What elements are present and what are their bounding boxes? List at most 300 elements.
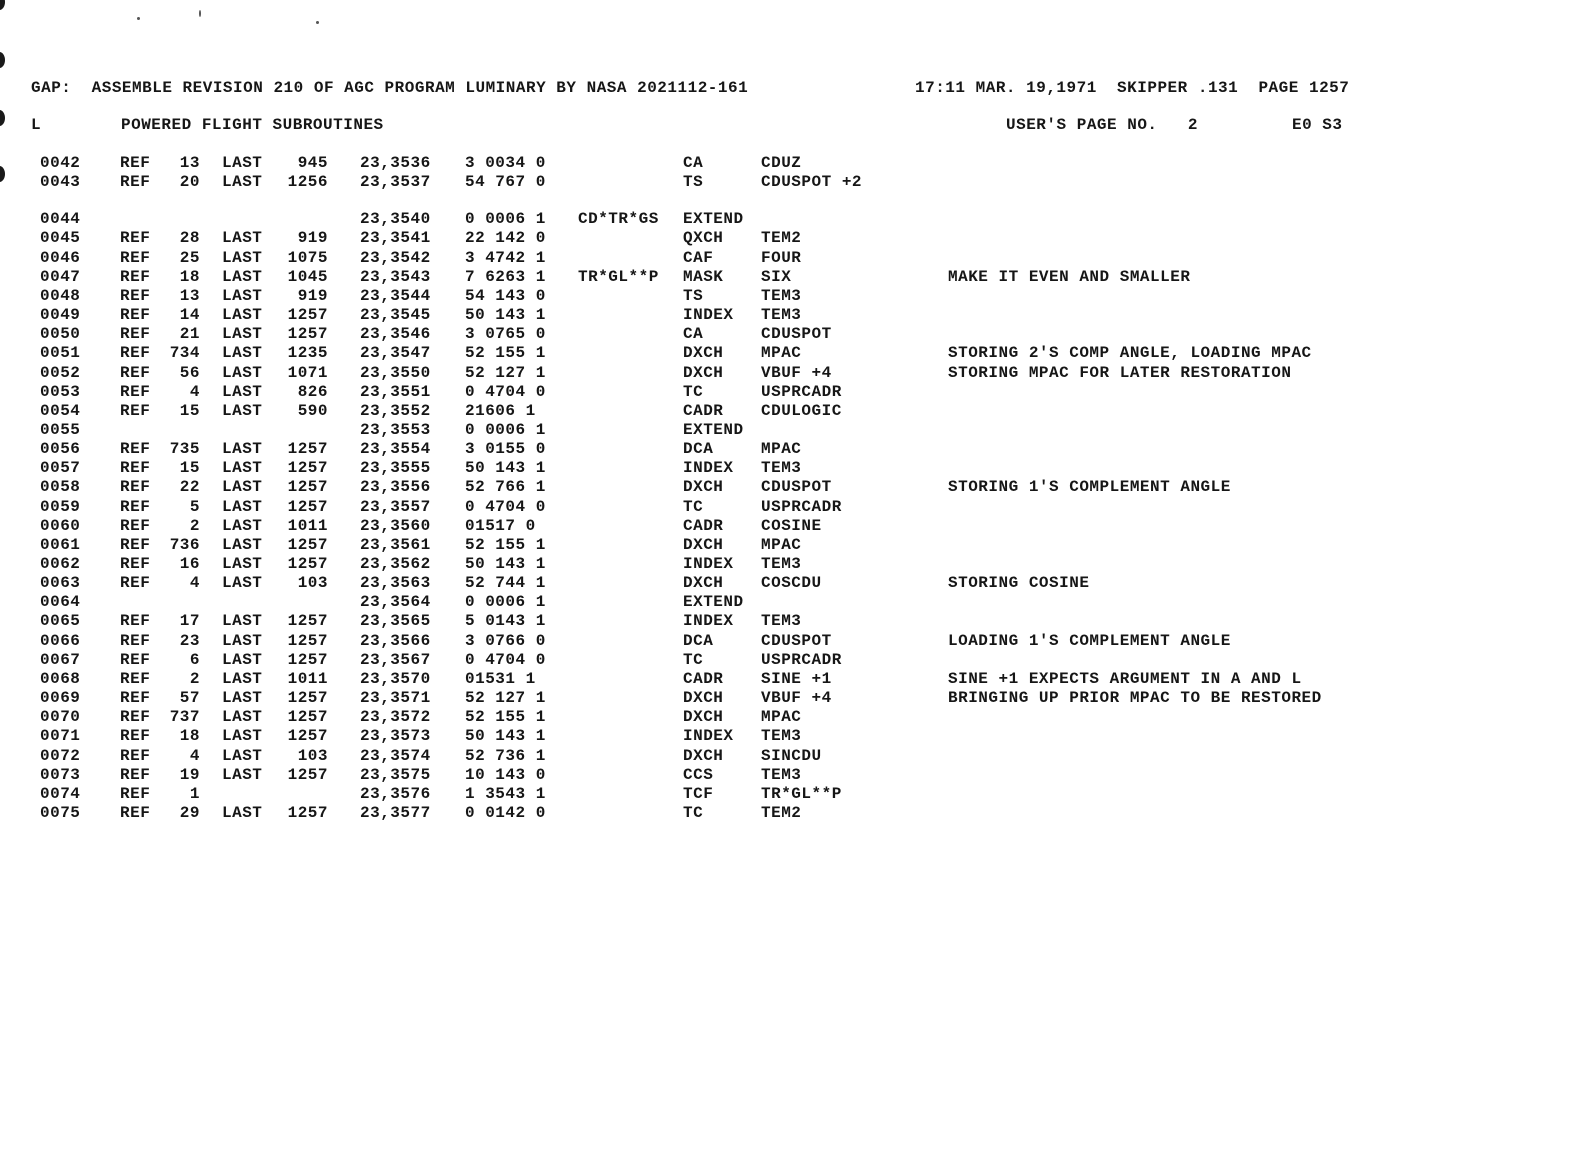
line-number: 0063 bbox=[40, 574, 81, 593]
operand: VBUF +4 bbox=[761, 689, 832, 708]
last-keyword: LAST bbox=[222, 765, 263, 784]
line-number: 0056 bbox=[40, 440, 81, 459]
memory-address: 23,3563 bbox=[360, 574, 431, 593]
line-number: 0045 bbox=[40, 229, 81, 248]
listing-row bbox=[0, 688, 1582, 708]
opcode: TC bbox=[683, 382, 704, 401]
comment: MAKE IT EVEN AND SMALLER bbox=[948, 267, 1191, 286]
last-keyword: LAST bbox=[222, 401, 263, 420]
octal-code: 52 736 1 bbox=[465, 746, 546, 765]
comment: SINE +1 EXPECTS ARGUMENT IN A AND L bbox=[948, 669, 1302, 688]
ref-count: 4 bbox=[189, 746, 200, 765]
last-keyword: LAST bbox=[222, 650, 263, 669]
line-number: 0068 bbox=[40, 669, 81, 688]
last-keyword: LAST bbox=[222, 459, 263, 478]
opcode: DXCH bbox=[683, 535, 724, 554]
memory-address: 23,3547 bbox=[360, 344, 431, 363]
opcode: DXCH bbox=[683, 746, 724, 765]
opcode: INDEX bbox=[683, 612, 734, 631]
last-page: 1257 bbox=[287, 306, 328, 325]
last-keyword: LAST bbox=[222, 248, 263, 267]
operand: USPRCADR bbox=[761, 382, 842, 401]
memory-address: 23,3551 bbox=[360, 382, 431, 401]
last-keyword: LAST bbox=[222, 267, 263, 286]
memory-address: 23,3574 bbox=[360, 746, 431, 765]
line-number: 0050 bbox=[40, 325, 81, 344]
octal-code: 1 3543 1 bbox=[465, 784, 546, 803]
last-page: 1071 bbox=[287, 363, 328, 382]
memory-address: 23,3554 bbox=[360, 440, 431, 459]
line-number: 0071 bbox=[40, 727, 81, 746]
opcode: DXCH bbox=[683, 478, 724, 497]
listing-row bbox=[0, 324, 1582, 344]
ref-count: 57 bbox=[179, 689, 200, 708]
line-number: 0049 bbox=[40, 306, 81, 325]
operand: VBUF +4 bbox=[761, 363, 832, 382]
page-code: E0 S3 bbox=[1292, 116, 1343, 134]
last-page: 1045 bbox=[287, 267, 328, 286]
last-keyword: LAST bbox=[222, 631, 263, 650]
opcode: CCS bbox=[683, 765, 714, 784]
listing-row bbox=[0, 803, 1582, 823]
memory-address: 23,3571 bbox=[360, 689, 431, 708]
opcode: EXTEND bbox=[683, 210, 744, 229]
operand: SIX bbox=[761, 267, 792, 286]
last-page: 1257 bbox=[287, 459, 328, 478]
memory-address: 23,3567 bbox=[360, 650, 431, 669]
ref-keyword: REF bbox=[120, 173, 151, 192]
opcode: TS bbox=[683, 173, 704, 192]
comment: STORING COSINE bbox=[948, 574, 1090, 593]
memory-address: 23,3556 bbox=[360, 478, 431, 497]
line-number: 0061 bbox=[40, 535, 81, 554]
listing-row bbox=[0, 439, 1582, 459]
last-keyword: LAST bbox=[222, 746, 263, 765]
memory-address: 23,3552 bbox=[360, 401, 431, 420]
last-page: 826 bbox=[297, 382, 328, 401]
opcode: QXCH bbox=[683, 229, 724, 248]
operand: CDUSPOT bbox=[761, 478, 832, 497]
ref-count: 23 bbox=[179, 631, 200, 650]
ref-count: 734 bbox=[169, 344, 200, 363]
line-number: 0051 bbox=[40, 344, 81, 363]
last-keyword: LAST bbox=[222, 535, 263, 554]
listing-row bbox=[0, 228, 1582, 248]
memory-address: 23,3572 bbox=[360, 708, 431, 727]
last-page: 1257 bbox=[287, 727, 328, 746]
memory-address: 23,3555 bbox=[360, 459, 431, 478]
ref-count: 736 bbox=[169, 535, 200, 554]
ref-keyword: REF bbox=[120, 229, 151, 248]
last-page: 919 bbox=[297, 229, 328, 248]
ref-keyword: REF bbox=[120, 631, 151, 650]
ref-count: 2 bbox=[189, 669, 200, 688]
opcode: DXCH bbox=[683, 574, 724, 593]
line-number: 0048 bbox=[40, 286, 81, 305]
listing-row bbox=[0, 784, 1582, 804]
octal-code: 50 143 1 bbox=[465, 306, 546, 325]
ref-count: 5 bbox=[189, 497, 200, 516]
ref-keyword: REF bbox=[120, 267, 151, 286]
ref-keyword: REF bbox=[120, 286, 151, 305]
last-keyword: LAST bbox=[222, 612, 263, 631]
last-page: 103 bbox=[297, 746, 328, 765]
listing-row bbox=[0, 477, 1582, 497]
line-number: 0070 bbox=[40, 708, 81, 727]
ref-keyword: REF bbox=[120, 803, 151, 822]
ref-count: 2 bbox=[189, 516, 200, 535]
operand: CDUSPOT +2 bbox=[761, 173, 863, 192]
opcode: DXCH bbox=[683, 708, 724, 727]
operand: COSCDU bbox=[761, 574, 822, 593]
last-page: 1257 bbox=[287, 803, 328, 822]
listing-row bbox=[0, 573, 1582, 593]
listing-row bbox=[0, 746, 1582, 766]
operand: TR*GL**P bbox=[761, 784, 842, 803]
operand: TEM3 bbox=[761, 727, 802, 746]
listing-row bbox=[0, 420, 1582, 440]
listing-row bbox=[0, 401, 1582, 421]
opcode: DXCH bbox=[683, 363, 724, 382]
last-keyword: LAST bbox=[222, 516, 263, 535]
section-title: POWERED FLIGHT SUBROUTINES bbox=[121, 116, 384, 134]
operand: COSINE bbox=[761, 516, 822, 535]
memory-address: 23,3570 bbox=[360, 669, 431, 688]
memory-address: 23,3544 bbox=[360, 286, 431, 305]
last-keyword: LAST bbox=[222, 803, 263, 822]
octal-code: 10 143 0 bbox=[465, 765, 546, 784]
ref-count: 19 bbox=[179, 765, 200, 784]
ref-keyword: REF bbox=[120, 765, 151, 784]
ref-keyword: REF bbox=[120, 154, 151, 172]
octal-code: 0 0006 1 bbox=[465, 420, 546, 439]
memory-address: 23,3557 bbox=[360, 497, 431, 516]
line-number: 0074 bbox=[40, 784, 81, 803]
last-page: 1257 bbox=[287, 497, 328, 516]
last-page: 945 bbox=[297, 154, 328, 172]
memory-address: 23,3560 bbox=[360, 516, 431, 535]
line-number: 0044 bbox=[40, 210, 81, 229]
last-keyword: LAST bbox=[222, 286, 263, 305]
line-number: 0067 bbox=[40, 650, 81, 669]
speck bbox=[316, 21, 319, 24]
ref-keyword: REF bbox=[120, 478, 151, 497]
ref-count: 16 bbox=[179, 555, 200, 573]
ref-keyword: REF bbox=[120, 382, 151, 401]
ref-keyword: REF bbox=[120, 459, 151, 478]
ref-keyword: REF bbox=[120, 325, 151, 344]
ref-count: 20 bbox=[179, 173, 200, 192]
line-number: 0046 bbox=[40, 248, 81, 267]
last-page: 103 bbox=[297, 574, 328, 593]
ref-keyword: REF bbox=[120, 248, 151, 267]
last-page: 590 bbox=[297, 401, 328, 420]
comment: LOADING 1'S COMPLEMENT ANGLE bbox=[948, 631, 1231, 650]
listing-row bbox=[0, 458, 1582, 478]
last-keyword: LAST bbox=[222, 344, 263, 363]
operand: CDUZ bbox=[761, 154, 802, 172]
last-keyword: LAST bbox=[222, 363, 263, 382]
ref-count: 4 bbox=[189, 574, 200, 593]
line-number: 0042 bbox=[40, 154, 81, 172]
octal-code: 22 142 0 bbox=[465, 229, 546, 248]
opcode: MASK bbox=[683, 267, 724, 286]
memory-address: 23,3536 bbox=[360, 154, 431, 172]
memory-address: 23,3540 bbox=[360, 210, 431, 229]
octal-code: 3 0765 0 bbox=[465, 325, 546, 344]
listing-row bbox=[0, 631, 1582, 651]
opcode: DXCH bbox=[683, 344, 724, 363]
symbol-label: CD*TR*GS bbox=[578, 210, 659, 229]
listing-row bbox=[0, 363, 1582, 383]
octal-code: 52 766 1 bbox=[465, 478, 546, 497]
memory-address: 23,3545 bbox=[360, 306, 431, 325]
last-keyword: LAST bbox=[222, 555, 263, 573]
opcode: EXTEND bbox=[683, 593, 744, 612]
operand: USPRCADR bbox=[761, 497, 842, 516]
ref-keyword: REF bbox=[120, 612, 151, 631]
octal-code: 0 4704 0 bbox=[465, 382, 546, 401]
ref-count: 18 bbox=[179, 727, 200, 746]
opcode: CA bbox=[683, 325, 704, 344]
ref-keyword: REF bbox=[120, 363, 151, 382]
last-keyword: LAST bbox=[222, 574, 263, 593]
ref-count: 29 bbox=[179, 803, 200, 822]
listing-row bbox=[0, 248, 1582, 268]
octal-code: 21606 1 bbox=[465, 401, 536, 420]
opcode: TS bbox=[683, 286, 704, 305]
memory-address: 23,3541 bbox=[360, 229, 431, 248]
last-keyword: LAST bbox=[222, 727, 263, 746]
last-keyword: LAST bbox=[222, 497, 263, 516]
operand: MPAC bbox=[761, 708, 802, 727]
operand: TEM3 bbox=[761, 459, 802, 478]
line-number: 0065 bbox=[40, 612, 81, 631]
ref-keyword: REF bbox=[120, 708, 151, 727]
listing-row bbox=[0, 726, 1582, 746]
line-number: 0057 bbox=[40, 459, 81, 478]
ref-keyword: REF bbox=[120, 535, 151, 554]
header-title: GAP: ASSEMBLE REVISION 210 OF AGC PROGRAM LUMINARY BY NASA 2021112-161 bbox=[31, 79, 749, 97]
opcode: EXTEND bbox=[683, 420, 744, 439]
octal-code: 0 4704 0 bbox=[465, 497, 546, 516]
comment: STORING 2'S COMP ANGLE, LOADING MPAC bbox=[948, 344, 1312, 363]
operand: MPAC bbox=[761, 535, 802, 554]
opcode: CADR bbox=[683, 516, 724, 535]
ref-count: 25 bbox=[179, 248, 200, 267]
opcode: TCF bbox=[683, 784, 714, 803]
listing-row bbox=[0, 669, 1582, 689]
ref-keyword: REF bbox=[120, 497, 151, 516]
last-page: 1257 bbox=[287, 478, 328, 497]
listing-row bbox=[0, 592, 1582, 612]
user-page-number: USER'S PAGE NO. 2 bbox=[1006, 116, 1198, 134]
ref-keyword: REF bbox=[120, 555, 151, 573]
listing-row bbox=[0, 707, 1582, 727]
line-number: 0073 bbox=[40, 765, 81, 784]
line-number: 0066 bbox=[40, 631, 81, 650]
line-number: 0059 bbox=[40, 497, 81, 516]
opcode: TC bbox=[683, 803, 704, 822]
octal-code: 7 6263 1 bbox=[465, 267, 546, 286]
opcode: DCA bbox=[683, 440, 714, 459]
last-keyword: LAST bbox=[222, 669, 263, 688]
opcode: CA bbox=[683, 154, 704, 172]
last-keyword: LAST bbox=[222, 173, 263, 192]
listing-row bbox=[0, 343, 1582, 363]
last-page: 1257 bbox=[287, 689, 328, 708]
octal-code: 01517 0 bbox=[465, 516, 536, 535]
last-keyword: LAST bbox=[222, 478, 263, 497]
opcode: INDEX bbox=[683, 306, 734, 325]
ref-count: 6 bbox=[189, 650, 200, 669]
last-page: 1257 bbox=[287, 708, 328, 727]
ref-keyword: REF bbox=[120, 401, 151, 420]
speck bbox=[199, 10, 201, 17]
last-page: 1257 bbox=[287, 650, 328, 669]
octal-code: 52 744 1 bbox=[465, 574, 546, 593]
ref-keyword: REF bbox=[120, 669, 151, 688]
opcode: CADR bbox=[683, 669, 724, 688]
listing-row bbox=[0, 765, 1582, 785]
operand: TEM3 bbox=[761, 555, 802, 573]
line-number: 0069 bbox=[40, 689, 81, 708]
last-keyword: LAST bbox=[222, 382, 263, 401]
octal-code: 52 155 1 bbox=[465, 708, 546, 727]
last-page: 1256 bbox=[287, 173, 328, 192]
listing-row bbox=[0, 382, 1582, 402]
last-keyword: LAST bbox=[222, 154, 263, 172]
memory-address: 23,3576 bbox=[360, 784, 431, 803]
last-keyword: LAST bbox=[222, 440, 263, 459]
operand: SINE +1 bbox=[761, 669, 832, 688]
listing-row bbox=[0, 497, 1582, 517]
operand: USPRCADR bbox=[761, 650, 842, 669]
memory-address: 23,3565 bbox=[360, 612, 431, 631]
memory-address: 23,3564 bbox=[360, 593, 431, 612]
line-number: 0053 bbox=[40, 382, 81, 401]
octal-code: 3 4742 1 bbox=[465, 248, 546, 267]
ref-count: 13 bbox=[179, 286, 200, 305]
last-page: 1011 bbox=[287, 516, 328, 535]
line-number: 0054 bbox=[40, 401, 81, 420]
listing-row bbox=[0, 305, 1582, 325]
opcode: INDEX bbox=[683, 727, 734, 746]
ref-keyword: REF bbox=[120, 746, 151, 765]
ref-keyword: REF bbox=[120, 784, 151, 803]
opcode: DXCH bbox=[683, 689, 724, 708]
speck bbox=[137, 17, 140, 20]
last-keyword: LAST bbox=[222, 306, 263, 325]
memory-address: 23,3537 bbox=[360, 173, 431, 192]
ref-count: 18 bbox=[179, 267, 200, 286]
last-keyword: LAST bbox=[222, 325, 263, 344]
last-page: 1257 bbox=[287, 631, 328, 650]
ref-count: 15 bbox=[179, 459, 200, 478]
opcode: TC bbox=[683, 650, 704, 669]
octal-code: 52 155 1 bbox=[465, 535, 546, 554]
ref-keyword: REF bbox=[120, 727, 151, 746]
ref-count: 15 bbox=[179, 401, 200, 420]
opcode: CAF bbox=[683, 248, 714, 267]
ref-count: 14 bbox=[179, 306, 200, 325]
line-number: 0072 bbox=[40, 746, 81, 765]
ref-count: 56 bbox=[179, 363, 200, 382]
octal-code: 0 0006 1 bbox=[465, 210, 546, 229]
line-number: 0062 bbox=[40, 555, 81, 573]
opcode: CADR bbox=[683, 401, 724, 420]
memory-address: 23,3553 bbox=[360, 420, 431, 439]
octal-code: 3 0766 0 bbox=[465, 631, 546, 650]
last-page: 1011 bbox=[287, 669, 328, 688]
line-number: 0075 bbox=[40, 803, 81, 822]
line-number: 0064 bbox=[40, 593, 81, 612]
ref-count: 737 bbox=[169, 708, 200, 727]
operand: CDUSPOT bbox=[761, 325, 832, 344]
octal-code: 52 127 1 bbox=[465, 689, 546, 708]
operand: TEM2 bbox=[761, 229, 802, 248]
last-page: 1257 bbox=[287, 440, 328, 459]
listing-row bbox=[0, 267, 1582, 287]
ref-keyword: REF bbox=[120, 516, 151, 535]
last-page: 1257 bbox=[287, 535, 328, 554]
memory-address: 23,3550 bbox=[360, 363, 431, 382]
header-timestamp: 17:11 MAR. 19,1971 SKIPPER .131 PAGE 1257 bbox=[915, 79, 1350, 97]
memory-address: 23,3566 bbox=[360, 631, 431, 650]
ref-count: 21 bbox=[179, 325, 200, 344]
ref-keyword: REF bbox=[120, 306, 151, 325]
operand: MPAC bbox=[761, 440, 802, 459]
ref-keyword: REF bbox=[120, 650, 151, 669]
ref-count: 1 bbox=[189, 784, 200, 803]
opcode: DCA bbox=[683, 631, 714, 650]
octal-code: 54 767 0 bbox=[465, 173, 546, 192]
octal-code: 0 4704 0 bbox=[465, 650, 546, 669]
last-page: 1257 bbox=[287, 765, 328, 784]
last-keyword: LAST bbox=[222, 229, 263, 248]
ref-count: 4 bbox=[189, 382, 200, 401]
memory-address: 23,3561 bbox=[360, 535, 431, 554]
memory-address: 23,3577 bbox=[360, 803, 431, 822]
listing-row bbox=[0, 611, 1582, 631]
ref-count: 13 bbox=[179, 154, 200, 172]
memory-address: 23,3542 bbox=[360, 248, 431, 267]
octal-code: 54 143 0 bbox=[465, 286, 546, 305]
ref-keyword: REF bbox=[120, 689, 151, 708]
comment: STORING MPAC FOR LATER RESTORATION bbox=[948, 363, 1292, 382]
opcode: INDEX bbox=[683, 555, 734, 573]
punch-hole-mark bbox=[0, 52, 5, 68]
last-page: 1257 bbox=[287, 555, 328, 573]
octal-code: 3 0155 0 bbox=[465, 440, 546, 459]
line-number: 0058 bbox=[40, 478, 81, 497]
punch-hole-mark bbox=[0, 0, 5, 10]
operand: CDUSPOT bbox=[761, 631, 832, 650]
listing-row bbox=[0, 516, 1582, 536]
ref-keyword: REF bbox=[120, 440, 151, 459]
operand: TEM3 bbox=[761, 286, 802, 305]
octal-code: 50 143 1 bbox=[465, 555, 546, 573]
operand: FOUR bbox=[761, 248, 802, 267]
octal-code: 0 0142 0 bbox=[465, 803, 546, 822]
octal-code: 0 0006 1 bbox=[465, 593, 546, 612]
listing-row bbox=[0, 535, 1582, 555]
memory-address: 23,3543 bbox=[360, 267, 431, 286]
operand: TEM2 bbox=[761, 803, 802, 822]
listing-row bbox=[0, 286, 1582, 306]
ref-keyword: REF bbox=[120, 344, 151, 363]
line-number: 0060 bbox=[40, 516, 81, 535]
